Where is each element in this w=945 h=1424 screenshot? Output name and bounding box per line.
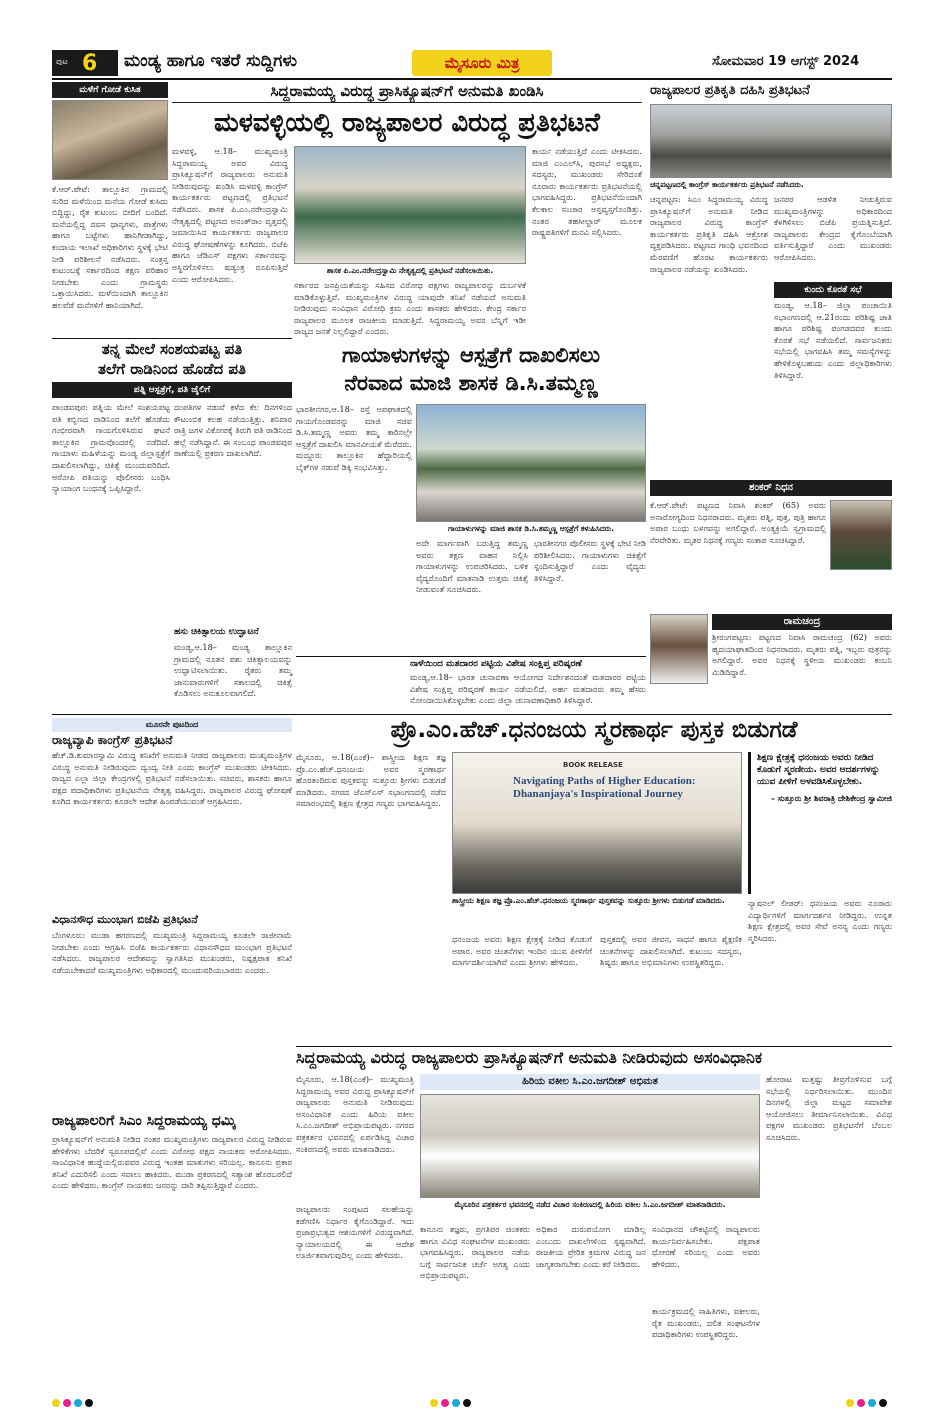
wife-headline2: ತಲೆಗೆ ರಾಡಿನಿಂದ ಹೊಡೆದ ಪತಿ — [98, 360, 246, 378]
bottom-headline: ಸಿದ್ದರಾಮಯ್ಯ ವಿರುದ್ಧ ರಾಜ್ಯಪಾಲರು ಪ್ರಾಸಿಕ್ಯೂಷನ್‌ಗೆ ಅನುಮತಿ ನೀಡಿರುವುದು ಅಸಂವಿಧಾನಿಕ — [296, 1048, 763, 1067]
kundu-body: ಮಂಡ್ಯ, ಆ.18– ಜಿಲ್ಲಾ ಪಂಚಾಯಿತಿ ಸಭಾಂಗಣದಲ್ಲಿ ಆ.21ರಂದು ಪರಿಶಿಷ್ಟ ಜಾತಿ ಹಾಗೂ ಪರಿಶಿಷ್ಟ ಪಂಗಡದವರ ಕುಂದು ಕೊರತೆ ಸಭೆ ನಡೆಯಲಿದೆ. ಸಾರ್ವಜನಿಕರು ಸಭೆಯಲ್ಲಿ ಭಾಗವಹಿಸಿ ತಮ್ಮ ಸಮಸ್ಯೆಗಳನ್ನು ಹೇಳಿಕೊಳ್ಳಬಹುದು ಎಂದು ಜಿಲ್ಲಾಧಿಕಾರಿಗಳು ತಿಳಿಸಿದ್ದಾರೆ. — [774, 300, 892, 380]
lead-headline: ಮಳವಳ್ಳಿಯಲ್ಲಿ ರಾಜ್ಯಪಾಲರ ವಿರುದ್ಧ ಪ್ರತಿಭಟನೆ — [214, 108, 600, 138]
bottom-col3: ಕಾನೂನು ತಜ್ಞರು, ಪ್ರಗತಿಪರ ಚಿಂತಕರು ಹಾಗೂ ವಿವಿಧ ಸಂಘಟನೆಗಳ ಮುಖಂಡರು ಭಾಗವಹಿಸಿದ್ದರು. ರಾಜ್ಯಪಾಲರ ನಡೆಯ ಬಗ್ಗೆ ಸಾರ್ವಜನಿಕ ಚರ್ಚೆ ಅಗತ್ಯ ಎಂದು ಅಭಿಪ್ರಾಯಪಟ್ಟರು. — [420, 1224, 530, 1281]
registration-dots-center — [430, 1392, 530, 1404]
bottom-subhead: ಹಿರಿಯ ವಕೀಲ ಸಿ.ಎಂ.ಜಗದೀಶ್ ಅಭಿಮತ — [420, 1074, 760, 1090]
lead-col1: ಮಳವಳ್ಳಿ, ಆ.18– ಮುಖ್ಯಮಂತ್ರಿ ಸಿದ್ದರಾಮಯ್ಯ ಅವರ ವಿರುದ್ಧ ಪ್ರಾಸಿಕ್ಯೂಷನ್‌ಗೆ ರಾಜ್ಯಪಾಲರು ಅನುಮತಿ ನೀಡಿರುವುದನ್ನು ಖಂಡಿಸಿ ಮಳವಳ್ಳಿ ಕಾಂಗ್ರೆಸ್ ಕಾರ್ಯಕರ್ತರು ಪಟ್ಟಣದಲ್ಲಿ ಪ್ರತಿಭಟನೆ ನಡೆಸಿದರು. ಶಾಸಕ ಪಿ.ಎಂ.ನರೇಂದ್ರಸ್ವಾಮಿ ನೇತೃತ್ವದಲ್ಲಿ ಪಟ್ಟಣದ ಅನಂತ್‌ರಾಂ ವೃತ್ತದಲ್ಲಿ ಜಮಾಯಿಸಿದ ಕಾರ್ಯಕರ್ತರು ರಾಜ್ಯಪಾಲರ ವಿರುದ್ಧ ಘೋಷಣೆಗಳನ್ನು ಕೂಗಿದರು. ಬಿಜೆಪಿ ಹಾಗೂ ಜೆಡಿಎಸ್ ಪಕ್ಷಗಳು ಸರ್ಕಾರವನ್ನು ಅಸ್ಥಿರಗೊಳಿಸಲು ಷಡ್ಯಂತ್ರ ರೂಪಿಸುತ್ತಿವೆ ಎಂದು ಆರೋಪಿಸಿದರು. — [172, 146, 288, 284]
wall-body: ಕೆ.ಆರ್.ಪೇಟೆ: ತಾಲ್ಲೂಕಿನ ಗ್ರಾಮದಲ್ಲಿ ಸುರಿದ ಮಳೆಯಿಂದ ಮನೆಯ ಗೋಡೆ ಕುಸಿದು ಬಿದ್ದಿದ್ದು, ರೈತ ಕುಟುಂಬ ಬೀದಿಗೆ ಬಂದಿದೆ. ಮನೆಯಲ್ಲಿದ್ದ ದವಸ ಧಾನ್ಯಗಳು, ಪಾತ್ರೆಗಳು ಹಾಗೂ ಬಟ್ಟೆಗಳು ಹಾನಿಗೀಡಾಗಿದ್ದು, ಕಂದಾಯ ಇಲಾಖೆ ಅಧಿಕಾರಿಗಳು ಸ್ಥಳಕ್ಕೆ ಭೇಟಿ ನೀಡಿ ಪರಿಶೀಲನೆ ನಡೆಸಿದರು. ಸಂತ್ರಸ್ತ ಕುಟುಂಬಕ್ಕೆ ಸರ್ಕಾರದಿಂದ ತಕ್ಷಣ ಪರಿಹಾರ ನೀಡಬೇಕು ಎಂದು ಗ್ರಾಮಸ್ಥರು ಒತ್ತಾಯಿಸಿದರು. ಮಳೆಯಿಂದಾಗಿ ತಾಲ್ಲೂಕಿನ ಹಲವೆಡೆ ಮನೆಗಳಿಗೆ ಹಾನಿಯಾಗಿದೆ. — [52, 184, 168, 310]
bottom-col2: ರಾಜ್ಯಪಾಲರು ಸಂಪುಟದ ಸಲಹೆಯನ್ನು ಕಡೆಗಣಿಸಿ ನಿರ್ಧಾರ ಕೈಗೊಂಡಿದ್ದಾರೆ. ಇದು ಪ್ರಜಾಪ್ರಭುತ್ವದ ಆಶಯಗಳಿಗೆ ವಿರುದ್ಧವಾಗಿದೆ. ನ್ಯಾಯಾಲಯದಲ್ಲಿ ಈ ಆದೇಶ ಊರ್ಜಿತವಾಗುವುದಿಲ್ಲ ಎಂದು ಹೇಳಿದರು. — [296, 1204, 414, 1261]
wife-headline1: ತನ್ನ ಮೇಲೆ ಸಂಶಯಪಟ್ಟ ಪತಿ — [101, 340, 243, 358]
masthead-rule — [52, 78, 892, 80]
bottom-photo-caption: ಮೈಸೂರಿನ ಪತ್ರಕರ್ತರ ಭವನದಲ್ಲಿ ನಡೆದ ವಿಚಾರ ಸಂಕಿರಣದಲ್ಲಿ ಹಿರಿಯ ವಕೀಲ ಸಿ.ಎಂ.ಜಗದೀಶ್ ಮಾತನಾಡಿದರು. — [454, 1200, 726, 1209]
tammanna-col2: ಅದೇ ಮಾರ್ಗವಾಗಿ ಬರುತ್ತಿದ್ದ ತಮ್ಮಣ್ಣ ಅವರು ತಕ್ಷಣ ವಾಹನ ನಿಲ್ಲಿಸಿ ಗಾಯಾಳುಗಳನ್ನು ಉಪಚರಿಸಿದರು. ಬಳಿಕ ವೈದ್ಯರೊಂದಿಗೆ ಮಾತನಾಡಿ ಉತ್ತಮ ಚಿಕಿತ್ಸೆ ನೀಡುವಂತೆ ಸೂಚಿಸಿದರು. — [416, 538, 528, 595]
effigy-col1: ಚನ್ನಪಟ್ಟಣ: ಸಿಎಂ ಸಿದ್ದರಾಮಯ್ಯ ವಿರುದ್ಧ ಪ್ರಾಸಿಕ್ಯೂಷನ್‌ಗೆ ಅನುಮತಿ ನೀಡಿದ ರಾಜ್ಯಪಾಲರ ವಿರುದ್ಧ ಕಾಂಗ್ರೆಸ್ ಕಾರ್ಯಕರ್ತರು ಪ್ರತಿಕೃತಿ ದಹಿಸಿ ಆಕ್ರೋಶ ವ್ಯಕ್ತಪಡಿಸಿದರು. ಪಟ್ಟಣದ ಗಾಂಧಿ ಭವನದಿಂದ ಮೆರವಣಿಗೆ ಹೊರಟ ಕಾರ್ಯಕರ್ತರು ರಾಜ್ಯಪಾಲರ ನಡೆಯನ್ನು ಖಂಡಿಸಿದರು. — [650, 194, 768, 274]
book-side-body: ನ್ಯಾಷನಲ್ ಲೀಡರ್: ಧನಂಜಯ ಅವರು ನೂರಾರು ವಿದ್ಯಾರ್ಥಿಗಳಿಗೆ ಮಾರ್ಗದರ್ಶನ ನೀಡಿದ್ದರು. ಉನ್ನತ ಶಿಕ್ಷಣ ಕ್ಷೇತ್ರದಲ್ಲಿ ಅವರ ಸೇವೆ ಅನನ್ಯ ಎಂದು ಗಣ್ಯರು ಸ್ಮರಿಸಿದರು. — [748, 898, 892, 943]
tammanna-col1: ಭಾರತೀನಗರ,ಆ.18– ರಸ್ತೆ ಅಪಘಾತದಲ್ಲಿ ಗಾಯಗೊಂಡವರನ್ನು ಮಾಜಿ ಸಚಿವ ಡಿ.ಸಿ.ತಮ್ಮಣ್ಣ ಅವರು ತಮ್ಮ ಕಾರಿನಲ್ಲೇ ಆಸ್ಪತ್ರೆಗೆ ದಾಖಲಿಸಿ ಮಾನವೀಯತೆ ಮೆರೆದರು. ಮದ್ದೂರು ತಾಲ್ಲೂಕಿನ ಹೆದ್ದಾರಿಯಲ್ಲಿ ಬೈಕ್‌ಗಳ ನಡುವೆ ಡಿಕ್ಕಿ ಸಂಭವಿಸಿತ್ತು. — [296, 404, 412, 472]
tammanna-headline2: ನೆರವಾದ ಮಾಜಿ ಶಾಸಕ ಡಿ.ಸಿ.ತಮ್ಮಣ್ಣ — [344, 371, 598, 395]
bottom-col7: ಹೋರಾಟ ಮತ್ತಷ್ಟು ತೀವ್ರಗೊಳಿಸುವ ಬಗ್ಗೆ ಸಭೆಯಲ್ಲಿ ನಿರ್ಧರಿಸಲಾಯಿತು. ಮುಂದಿನ ದಿನಗಳಲ್ಲಿ ಜಿಲ್ಲಾ ಮಟ್ಟದ ಸಮಾವೇಶ ಆಯೋಜಿಸಲು ತೀರ್ಮಾನಿಸಲಾಯಿತು. ವಿವಿಧ ಪಕ್ಷಗಳ ಮುಖಂಡರು ಪ್ರತಿಭಟನೆಗೆ ಬೆಂಬಲ ಸೂಚಿಸಿದರು. — [766, 1074, 892, 1142]
book-quote-attribution: – ಸುತ್ತೂರು ಶ್ರೀ ಶಿವರಾತ್ರಿ ದೇಶಿಕೇಂದ್ರ ಸ್ವಾಮೀಜಿ — [770, 794, 892, 803]
wall-collapse-photo — [52, 100, 168, 180]
obit1-photo — [830, 500, 892, 570]
lead-kicker: ಸಿದ್ದರಾಮಯ್ಯ ವಿರುದ್ಧ ಪ್ರಾಸಿಕ್ಯೂಷನ್‌ಗೆ ಅನುಮತಿ ಖಂಡಿಸಿ — [172, 84, 642, 103]
page-number-box — [52, 50, 118, 76]
threat-headline: ರಾಜ್ಯಪಾಲರಿಗೆ ಸಿಎಂ ಸಿದ್ದರಾಮಯ್ಯ ಧಮ್ಕಿ — [52, 1113, 236, 1129]
continued-headline: ರಾಜ್ಯವ್ಯಾಪಿ ಕಾಂಗ್ರೆಸ್ ಪ್ರತಿಭಟನೆ — [52, 733, 173, 747]
obit2-headline: ರಾಮಚಂದ್ರ — [712, 614, 892, 630]
book-col2: ಧನಂಜಯ ಅವರು ಶಿಕ್ಷಣ ಕ್ಷೇತ್ರಕ್ಕೆ ನೀಡಿದ ಕೊಡುಗೆ ಅಪಾರ. ಅವರ ಚಿಂತನೆಗಳು ಇಂದಿನ ಯುವ ಪೀಳಿಗೆಗೆ ಮಾರ್ಗದರ್ಶಿಯಾಗಿವೆ ಎಂದು ಶ್ರೀಗಳು ಹೇಳಿದರು. — [452, 934, 592, 968]
book-banner-title: Navigating Paths of Higher Education: Dhananjaya's Inspirational Journey — [513, 775, 696, 800]
obit1-headline: ಶಂಕರ್ ನಿಧನ — [650, 480, 892, 496]
lead-photo — [294, 146, 526, 264]
page-number: 6 — [82, 51, 98, 76]
obit2-photo — [650, 614, 708, 684]
paper-logo — [412, 50, 552, 76]
section-title: ಮಂಡ್ಯ ಹಾಗೂ ಇತರೆ ಸುದ್ದಿಗಳು — [124, 51, 297, 71]
wife-col2: ದಂಪತಿಗಳ ನಡುವೆ ಕಳೆದ ಕೆಲ ದಿನಗಳಿಂದ ಕೌಟುಂಬಿಕ ಕಲಹ ನಡೆಯುತ್ತಿತ್ತು. ಶನಿವಾರ ರಾತ್ರಿ ಜಗಳ ವಿಕೋಪಕ್ಕೆ ತಿರುಗಿ ಪತಿ ರಾಡಿನಿಂದ ಹಲ್ಲೆ ನಡೆಸಿದ್ದಾನೆ. ಈ ಸಂಬಂಧ ಪಾಂಡವಪುರ ಠಾಣೆಯಲ್ಲಿ ಪ್ರಕರಣ ದಾಖಲಾಗಿದೆ. — [174, 402, 292, 459]
hospital-body: ಮಂಡ್ಯ,ಆ.18– ಮಂಡ್ಯ ತಾಲ್ಲೂಕಿನ ಗ್ರಾಮದಲ್ಲಿ ನೂತನ ಪಶು ಚಿಕಿತ್ಸಾಲಯವನ್ನು ಉದ್ಘಾಟಿಸಲಾಯಿತು. ರೈತರು ತಮ್ಮ ಜಾನುವಾರುಗಳಿಗೆ ಸಕಾಲದಲ್ಲಿ ಚಿಕಿತ್ಸೆ ಕೊಡಿಸಲು ಅನುಕೂಲವಾಗಲಿದೆ. — [174, 642, 292, 699]
effigy-photo — [650, 104, 892, 178]
vidhana-body: ಬೆಂಗಳೂರು: ಮುಡಾ ಹಗರಣದಲ್ಲಿ ಮುಖ್ಯಮಂತ್ರಿ ಸಿದ್ದರಾಮಯ್ಯ ಕೂಡಲೇ ರಾಜೀನಾಮೆ ನೀಡಬೇಕು ಎಂದು ಆಗ್ರಹಿಸಿ ಬಿಜೆಪಿ ಕಾರ್ಯಕರ್ತರು ವಿಧಾನಸೌಧದ ಮುಂಭಾಗ ಪ್ರತಿಭಟನೆ ನಡೆಸಿದರು. ರಾಜ್ಯಪಾಲರ ಆದೇಶವನ್ನು ಸ್ವಾಗತಿಸಿದ ಮುಖಂಡರು, ನಿಷ್ಪಕ್ಷಪಾತ ತನಿಖೆ ನಡೆಯಬೇಕಾದರೆ ಮುಖ್ಯಮಂತ್ರಿಗಳು ಅಧಿಕಾರದಲ್ಲಿ ಮುಂದುವರಿಯಬಾರದು ಎಂದರು. — [52, 930, 292, 975]
tammanna-headline1: ಗಾಯಾಳುಗಳನ್ನು ಆಸ್ಪತ್ರೆಗೆ ದಾಖಲಿಸಲು — [341, 343, 601, 367]
workshop-body: ಮಂಡ್ಯ,ಆ.18– ಭಾರತ ಚುನಾವಣಾ ಆಯೋಗದ ನಿರ್ದೇಶನದಂತೆ ಮತದಾರರ ಪಟ್ಟಿಯ ವಿಶೇಷ ಸಂಕ್ಷಿಪ್ತ ಪರಿಷ್ಕರಣೆ ಕಾರ್ಯ ನಡೆಯಲಿದೆ. ಅರ್ಹ ಮತದಾರರು ತಮ್ಮ ಹೆಸರು ನೋಂದಾಯಿಸಿಕೊಳ್ಳಬೇಕು ಎಂದು ಜಿಲ್ಲಾ ಚುನಾವಣಾಧಿಕಾರಿ ತಿಳಿಸಿದ್ದಾರೆ. — [410, 672, 646, 706]
edition-date: ಸೋಮವಾರ 19 ಆಗಸ್ಟ್ 2024 — [712, 54, 860, 69]
bottom-col1: ಮೈಸೂರು, ಆ.18(ಎಂಕೆ)– ಮುಖ್ಯಮಂತ್ರಿ ಸಿದ್ದರಾಮಯ್ಯ ಅವರ ವಿರುದ್ಧ ಪ್ರಾಸಿಕ್ಯೂಷನ್‌ಗೆ ರಾಜ್ಯಪಾಲರು ಅನುಮತಿ ನೀಡಿರುವುದು ಅಸಂವಿಧಾನಿಕ ಎಂದು ಹಿರಿಯ ವಕೀಲ ಸಿ.ಎಂ.ಜಗದೀಶ್ ಅಭಿಪ್ರಾಯಪಟ್ಟರು. ನಗರದ ಪತ್ರಕರ್ತರ ಭವನದಲ್ಲಿ ಏರ್ಪಡಿಸಿದ್ದ ವಿಚಾರ ಸಂಕಿರಣದಲ್ಲಿ ಅವರು ಮಾತನಾಡಿದರು. — [296, 1074, 414, 1154]
workshop-headline: ನಾಳೆಯಿಂದ ಮತದಾರರ ಪಟ್ಟಿಯ ವಿಶೇಷ ಸಂಕ್ಷಿಪ್ತ ಪರಿಷ್ಕರಣೆ — [410, 659, 582, 669]
page-label: ಪುಟ — [56, 57, 68, 66]
lead-photo-caption: ಶಾಸಕ ಪಿ.ಎಂ.ನರೇಂದ್ರಸ್ವಾಮಿ ನೇತೃತ್ವದಲ್ಲಿ ಪ್ರತಿಭಟನೆ ನಡೆಸಲಾಯಿತು. — [326, 266, 494, 275]
book-col1: ಮೈಸೂರು, ಆ.18(ಎಂಕೆ)– ಶಾಸ್ತ್ರೀಯ ಶಿಕ್ಷಣ ತಜ್ಞ ಪ್ರೊ.ಎಂ.ಹೆಚ್.ಧನಂಜಯ ಅವರ ಸ್ಮರಣಾರ್ಥ ಹೊರತಂದಿರುವ ಪುಸ್ತಕವನ್ನು ಸುತ್ತೂರು ಶ್ರೀಗಳು ಬಿಡುಗಡೆ ಮಾಡಿದರು. ನಗರದ ಜೆಎಸ್‌ಎಸ್ ಸಭಾಂಗಣದಲ್ಲಿ ನಡೆದ ಸಮಾರಂಭದಲ್ಲಿ ಶಿಕ್ಷಣ ಕ್ಷೇತ್ರದ ಗಣ್ಯರು ಭಾಗವಹಿಸಿದ್ದರು. — [296, 752, 446, 809]
book-photo — [452, 752, 742, 894]
effigy-col2: ಜನಪರ ಆಡಳಿತ ನೀಡುತ್ತಿರುವ ಮುಖ್ಯಮಂತ್ರಿಗಳನ್ನು ಅಧಿಕಾರದಿಂದ ಕೆಳಗಿಳಿಸಲು ಬಿಜೆಪಿ ಪ್ರಯತ್ನಿಸುತ್ತಿದೆ. ರಾಜ್ಯಪಾಲರು ಕೇಂದ್ರದ ಕೈಗೊಂಬೆಯಾಗಿ ವರ್ತಿಸುತ್ತಿದ್ದಾರೆ ಎಂದು ಮುಖಂಡರು ಆರೋಪಿಸಿದರು. — [774, 194, 892, 262]
mid-rule — [52, 714, 892, 715]
tammanna-col3: ಭಾರತೀನಗರ ಪೊಲೀಸರು ಸ್ಥಳಕ್ಕೆ ಭೇಟಿ ನೀಡಿ ಪರಿಶೀಲಿಸಿದರು. ಗಾಯಾಳುಗಳು ಚಿಕಿತ್ಸೆಗೆ ಸ್ಪಂದಿಸುತ್ತಿದ್ದಾರೆ ಎಂದು ವೈದ್ಯರು ತಿಳಿಸಿದ್ದಾರೆ. — [534, 538, 646, 583]
book-headline: ಪ್ರೊ.ಎಂ.ಹೆಚ್.ಧನಂಜಯ ಸ್ಮರಣಾರ್ಥ ಪುಸ್ತಕ ಬಿಡುಗಡೆ — [390, 717, 798, 743]
continued-label: ಮೂರನೇ ಪುಟದಿಂದ — [52, 718, 292, 732]
wall-kicker: ಮಳೆಗೆ ಗೋಡೆ ಕುಸಿತ — [52, 82, 168, 98]
book-banner-text: BOOK RELEASE — [563, 761, 623, 769]
masthead — [52, 48, 892, 78]
left-divider — [52, 338, 292, 339]
bottom-col4: ಅಧಿಕಾರ ದುರುಪಯೋಗ ಮಾಡಿಲ್ಲ ಎಂಬುದು ದಾಖಲೆಗಳಿಂದ ಸ್ಪಷ್ಟವಾಗಿದೆ. ರಾಜಕೀಯ ಪ್ರೇರಿತ ಕ್ರಮಗಳ ವಿರುದ್ಧ ಜನ ಜಾಗೃತರಾಗಬೇಕು ಎಂದು ಕರೆ ನೀಡಿದರು. — [536, 1224, 646, 1269]
threat-body: ಪ್ರಾಸಿಕ್ಯೂಷನ್‌ಗೆ ಅನುಮತಿ ನೀಡಿದ ನಂತರ ಮುಖ್ಯಮಂತ್ರಿಗಳು ರಾಜ್ಯಪಾಲರ ವಿರುದ್ಧ ನೀಡಿರುವ ಹೇಳಿಕೆಗಳು ಬೆದರಿಕೆ ಸ್ವರೂಪದಲ್ಲಿವೆ ಎಂದು ವಿರೋಧ ಪಕ್ಷದ ನಾಯಕರು ಆರೋಪಿಸಿದರು. ಸಾಂವಿಧಾನಿಕ ಹುದ್ದೆಯಲ್ಲಿರುವವರ ವಿರುದ್ಧ ಇಂತಹ ಮಾತುಗಳು ಸರಿಯಲ್ಲ. ಕಾನೂನು ಪ್ರಕಾರ ತನಿಖೆ ಎದುರಿಸಲಿ ಎಂದು ಸವಾಲು ಹಾಕಿದರು. ಮುಡಾ ಪ್ರಕರಣದಲ್ಲಿ ಸತ್ಯಾಂಶ ಹೊರಬರಲಿದೆ ಎಂದು ಹೇಳಿದರು. ಕಾಂಗ್ರೆಸ್ ನಾಯಕರು ಜನರನ್ನು ದಾರಿ ತಪ್ಪಿಸುತ್ತಿದ್ದಾರೆ ಎಂದರು. — [52, 1134, 292, 1191]
kundu-headline: ಕುಂದು ಕೊರತೆ ಸಭೆ — [774, 282, 892, 298]
book-col3: ಪುಸ್ತಕದಲ್ಲಿ ಅವರ ಜೀವನ, ಸಾಧನೆ ಹಾಗೂ ಶೈಕ್ಷಣಿಕ ಚಿಂತನೆಗಳನ್ನು ದಾಖಲಿಸಲಾಗಿದೆ. ಕುಟುಂಬ ಸದಸ್ಯರು, ಶಿಷ್ಯರು ಹಾಗೂ ಅಭಿಮಾನಿಗಳು ಉಪಸ್ಥಿತರಿದ್ದರು. — [600, 934, 742, 968]
continued-body: ಹೆಚ್.ಡಿ.ಕುಮಾರಸ್ವಾಮಿ ವಿರುದ್ಧ ತನಿಖೆಗೆ ಅನುಮತಿ ನೀಡದ ರಾಜ್ಯಪಾಲರು ಮುಖ್ಯಮಂತ್ರಿಗಳ ವಿರುದ್ಧ ಅನುಮತಿ ನೀಡಿರುವುದು ದ್ವಂದ್ವ ನೀತಿ ಎಂದು ಕಾಂಗ್ರೆಸ್ ಮುಖಂಡರು ಟೀಕಿಸಿದರು. ರಾಜ್ಯದ ಎಲ್ಲಾ ಜಿಲ್ಲಾ ಕೇಂದ್ರಗಳಲ್ಲಿ ಪ್ರತಿಭಟನೆ ನಡೆಸಲಾಯಿತು. ಸಚಿವರು, ಶಾಸಕರು ಹಾಗೂ ಪಕ್ಷದ ಪದಾಧಿಕಾರಿಗಳು ಪ್ರತಿಭಟನೆಯ ನೇತೃತ್ವ ವಹಿಸಿದ್ದರು. ರಾಜ್ಯಪಾಲರ ವಿರುದ್ಧ ಘೋಷಣೆ ಕೂಗಿದ ಕಾರ್ಯಕರ್ತರು ಕೂಡಲೇ ಆದೇಶ ಹಿಂಪಡೆಯುವಂತೆ ಆಗ್ರಹಿಸಿದರು. — [52, 750, 292, 807]
tammanna-photo — [416, 404, 646, 522]
bottom-col5: ಸಂವಿಧಾನದ ಚೌಕಟ್ಟಿನಲ್ಲಿ ರಾಜ್ಯಪಾಲರು ಕಾರ್ಯನಿರ್ವಹಿಸಬೇಕು. ಪಕ್ಷಪಾತ ಧೋರಣೆ ಸರಿಯಲ್ಲ ಎಂದು ಅವರು ಹೇಳಿದರು. — [652, 1224, 760, 1269]
bottom-photo — [420, 1094, 760, 1198]
wife-subhead: ಪತ್ನಿ ಆಸ್ಪತ್ರೆಗೆ, ಪತಿ ಜೈಲಿಗೆ — [52, 382, 292, 398]
workshop-rule — [296, 656, 646, 657]
paper-name: ಮೈಸೂರು ಮಿತ್ರ — [444, 54, 520, 72]
registration-dots-right — [846, 1392, 906, 1404]
hospital-headline: ಹಸು ಚಿಕಿತ್ಸಾಲಯ ಉದ್ಘಾಟನೆ — [174, 627, 259, 637]
effigy-photo-caption: ಚನ್ನಪಟ್ಟಣದಲ್ಲಿ ಕಾಂಗ್ರೆಸ್ ಕಾರ್ಯಕರ್ತರು ಪ್ರತಿಭಟನೆ ನಡೆಸಿದರು. — [650, 180, 804, 189]
lead-col2: ಸರ್ಕಾರದ ಜನಪ್ರಿಯತೆಯನ್ನು ಸಹಿಸದ ವಿರೋಧ ಪಕ್ಷಗಳು ರಾಜ್ಯಪಾಲರನ್ನು ದುರ್ಬಳಕೆ ಮಾಡಿಕೊಳ್ಳುತ್ತಿವೆ. ಮುಖ್ಯಮಂತ್ರಿಗಳ ವಿರುದ್ಧ ಯಾವುದೇ ತನಿಖೆ ನಡೆಯದೆ ಅನುಮತಿ ನೀಡಿರುವುದು ಸಂವಿಧಾನ ವಿರೋಧಿ ಕ್ರಮ ಎಂದು ಶಾಸಕರು ಹೇಳಿದರು. ಕೇಂದ್ರ ಸರ್ಕಾರ ರಾಜ್ಯಪಾಲರ ಮೂಲಕ ರಾಜಕೀಯ ಮಾಡುತ್ತಿದೆ. ಸಿದ್ದರಾಮಯ್ಯ ಅವರ ಬೆನ್ನಿಗೆ ಇಡೀ ರಾಜ್ಯದ ಜನತೆ ನಿಲ್ಲಲಿದ್ದಾರೆ ಎಂದರು. — [294, 280, 526, 337]
vidhana-headline: ವಿಧಾನಸೌಧ ಮುಂಭಾಗ ಬಿಜೆಪಿ ಪ್ರತಿಭಟನೆ — [52, 913, 198, 926]
obit2-body: ಶ್ರೀರಂಗಪಟ್ಟಣ: ಪಟ್ಟಣದ ನಿವಾಸಿ ರಾಮಚಂದ್ರ (62) ಅವರು ಹೃದಯಾಘಾತದಿಂದ ನಿಧನರಾದರು. ಮೃತರು ಪತ್ನಿ, ಇಬ್ಬರು ಪುತ್ರರನ್ನು ಅಗಲಿದ್ದಾರೆ. ಅವರ ನಿಧನಕ್ಕೆ ಸ್ಥಳೀಯ ಮುಖಂಡರು ಕಂಬನಿ ಮಿಡಿದಿದ್ದಾರೆ. — [712, 632, 892, 677]
bottom-rule — [296, 1046, 892, 1047]
book-quote-box — [748, 752, 892, 894]
book-quote: ಶಿಕ್ಷಣ ಕ್ಷೇತ್ರಕ್ಕೆ ಧನಂಜಯ ಅವರು ನೀಡಿದ ಕೊಡುಗೆ ಸ್ಮರಣೀಯ. ಅವರ ಆದರ್ಶಗಳನ್ನು ಯುವ ಪೀಳಿಗೆ ಅಳವಡಿಸಿಕೊಳ್ಳಬೇಕು. — [757, 753, 880, 787]
registration-dots-left — [52, 1392, 152, 1404]
effigy-headline: ರಾಜ್ಯಪಾಲರ ಪ್ರತಿಕೃತಿ ದಹಿಸಿ ಪ್ರತಿಭಟನೆ — [650, 83, 810, 98]
book-photo-caption: ಶಾಸ್ತ್ರೀಯ ಶಿಕ್ಷಣ ತಜ್ಞ ಪ್ರೊ.ಎಂ.ಹೆಚ್.ಧನಂಜಯ ಸ್ಮರಣಾರ್ಥ ಪುಸ್ತಕವನ್ನು ಸುತ್ತೂರು ಶ್ರೀಗಳು ಬಿಡುಗಡೆ ಮಾಡಿದರು. — [452, 896, 725, 905]
wife-col1: ಪಾಂಡವಪುರ: ಪತ್ನಿಯ ಮೇಲೆ ಸಂಶಯಪಟ್ಟ ಪತಿ ಕಬ್ಬಿಣದ ರಾಡಿನಿಂದ ತಲೆಗೆ ಹೊಡೆದು ಗಂಭೀರವಾಗಿ ಗಾಯಗೊಳಿಸಿರುವ ಘಟನೆ ತಾಲ್ಲೂಕಿನ ಗ್ರಾಮವೊಂದರಲ್ಲಿ ನಡೆದಿದೆ. ಗಾಯಾಳು ಮಹಿಳೆಯನ್ನು ಮಂಡ್ಯ ಜಿಲ್ಲಾಸ್ಪತ್ರೆಗೆ ದಾಖಲಿಸಲಾಗಿದ್ದು, ಚಿಕಿತ್ಸೆ ಮುಂದುವರಿದಿದೆ. ಆರೋಪಿ ಪತಿಯನ್ನು ಪೊಲೀಸರು ಬಂಧಿಸಿ ನ್ಯಾಯಾಂಗ ಬಂಧನಕ್ಕೆ ಒಪ್ಪಿಸಿದ್ದಾರೆ. — [52, 402, 170, 494]
tammanna-photo-caption: ಗಾಯಾಳುಗಳನ್ನು ಮಾಜಿ ಶಾಸಕ ಡಿ.ಸಿ.ತಮ್ಮಣ್ಣ ಆಸ್ಪತ್ರೆಗೆ ಕಳುಹಿಸಿದರು. — [448, 524, 614, 533]
bottom-col6: ಕಾರ್ಯಕ್ರಮದಲ್ಲಿ ಸಾಹಿತಿಗಳು, ವಕೀಲರು, ರೈತ ಮುಖಂಡರು, ದಲಿತ ಸಂಘಟನೆಗಳ ಪದಾಧಿಕಾರಿಗಳು ಉಪಸ್ಥಿತರಿದ್ದರು. — [652, 1306, 760, 1340]
lead-col3: ಕಾರ್ಯ ನಡೆಯುತ್ತಿದೆ ಎಂದು ಟೀಕಿಸಿದರು. ಮಾಜಿ ಎಂಎಲ್‌ಸಿ, ಪುರಸಭೆ ಅಧ್ಯಕ್ಷರು, ಸದಸ್ಯರು, ಮುಖಂಡರು ಸೇರಿದಂತೆ ನೂರಾರು ಕಾರ್ಯಕರ್ತರು ಪ್ರತಿಭಟನೆಯಲ್ಲಿ ಭಾಗವಹಿಸಿದ್ದರು. ಪ್ರತಿಭಟನೆಯಿಂದಾಗಿ ಕೆಲಕಾಲ ಸಂಚಾರ ಅಸ್ತವ್ಯಸ್ತಗೊಂಡಿತ್ತು. ನಂತರ ತಹಸೀಲ್ದಾರ್ ಮೂಲಕ ರಾಷ್ಟ್ರಪತಿಗಳಿಗೆ ಮನವಿ ಸಲ್ಲಿಸಿದರು. — [532, 146, 642, 238]
obit1-body: ಕೆ.ಆರ್.ಪೇಟೆ: ಪಟ್ಟಣದ ನಿವಾಸಿ ಶಂಕರ್ (65) ಅವರು ಅನಾರೋಗ್ಯದಿಂದ ನಿಧನರಾದರು. ಮೃತರು ಪತ್ನಿ, ಪುತ್ರ, ಪುತ್ರಿ ಹಾಗೂ ಅಪಾರ ಬಂಧು ಬಳಗವನ್ನು ಅಗಲಿದ್ದಾರೆ. ಅಂತ್ಯಕ್ರಿಯೆ ಸ್ವಗ್ರಾಮದಲ್ಲಿ ನೆರವೇರಿತು. ಮೃತರ ನಿಧನಕ್ಕೆ ಗಣ್ಯರು ಸಂತಾಪ ಸೂಚಿಸಿದ್ದಾರೆ. — [650, 500, 826, 545]
